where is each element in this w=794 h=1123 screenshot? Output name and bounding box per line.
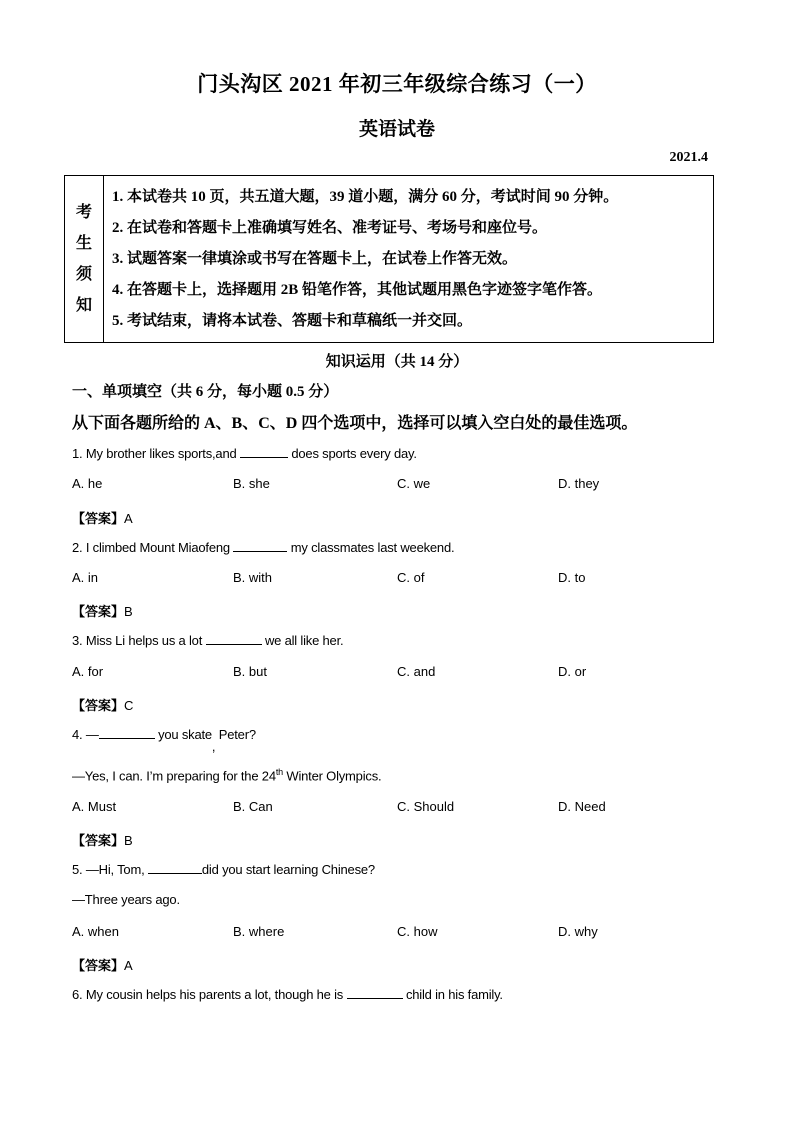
question-stem (72, 726, 256, 754)
notice-label-char: 知 (75, 297, 92, 314)
option-c: C. how (397, 924, 438, 939)
option-c: C. we (397, 476, 431, 491)
option-c: C. and (397, 664, 436, 679)
option-a: A. in (72, 570, 99, 585)
notice-label (65, 176, 104, 343)
question-stem (72, 539, 454, 555)
answer-tag: 【答案】 (72, 699, 125, 714)
stem-text: did you start learning Chinese? (201, 862, 375, 877)
answer-value: B (124, 604, 133, 619)
stem-text: 6. My cousin helps his parents a lot, though he is (72, 987, 347, 1002)
stem-text: 2. I climbed Mount Miaofeng (72, 540, 234, 555)
stem-text: we all like her. (261, 633, 344, 648)
question-stem (72, 632, 343, 648)
question-stem (72, 861, 375, 877)
answer-value: B (124, 833, 133, 848)
answer-value: A (124, 958, 133, 973)
option-b: B. where (233, 924, 285, 939)
answer-line (72, 601, 133, 620)
answer-blank (240, 445, 288, 458)
stem-text: 1. My brother likes sports,and (72, 446, 240, 461)
option-d: D. or (558, 664, 587, 679)
option-a: A. Must (72, 799, 117, 814)
exam-date: 2021.4 (669, 150, 708, 165)
notice-items (104, 176, 714, 343)
answer-blank (148, 861, 202, 874)
question-stem (72, 445, 417, 461)
notice-item: 3. 试题答案一律填涂或书写在答题卡上，在试卷上作答无效。 (112, 250, 518, 267)
question-stem (72, 986, 503, 1002)
option-c: C. Should (397, 799, 455, 814)
option-c: C. of (397, 570, 425, 585)
stem-text: 3. Miss Li helps us a lot (72, 633, 206, 648)
option-d: D. Need (558, 799, 606, 814)
option-d: D. why (558, 924, 598, 939)
option-b: B. she (233, 476, 270, 491)
notice-item: 5. 考试结束，请将本试卷、答题卡和草稿纸一并交回。 (112, 312, 473, 329)
stem-text: 4. — (72, 727, 99, 742)
option-a: A. for (72, 664, 104, 679)
question-reply (72, 767, 381, 783)
candidate-notice-box (64, 175, 714, 343)
stem-text: 5. —Hi, Tom, (72, 862, 148, 877)
notice-item: 4. 在答题卡上，选择题用 2B 铅笔作答，其他试题用黑色字迹签字笔作答。 (112, 281, 603, 298)
answer-tag: 【答案】 (72, 605, 125, 620)
stem-text: my classmates last weekend. (287, 540, 455, 555)
option-d: D. to (558, 570, 586, 585)
part-title: 一、单项填空（共 6 分，每小题 0.5 分） (72, 384, 339, 400)
stem-text: you skate (154, 727, 212, 742)
stem-text: does sports every day. (287, 446, 417, 461)
stem-comma: , (211, 739, 216, 754)
option-b: B. Can (233, 799, 273, 814)
exam-title: 门头沟区 2021 年初三年级综合练习（一） (197, 72, 597, 96)
answer-blank (206, 632, 262, 645)
stem-text: Peter? (215, 727, 256, 742)
reply-text: —Yes, I can. I’m preparing for the 24 (72, 768, 276, 784)
answer-blank (99, 726, 155, 739)
answer-blank (233, 539, 287, 552)
section-title: 知识运用（共 14 分） (325, 354, 469, 370)
answer-line (72, 830, 133, 849)
notice-label-char: 生 (75, 235, 92, 252)
answer-tag: 【答案】 (72, 834, 125, 849)
ordinal-suffix: th (275, 767, 283, 777)
question-reply: —Three years ago. (72, 892, 180, 907)
answer-line (72, 508, 133, 527)
answer-tag: 【答案】 (72, 512, 125, 527)
stem-text: child in his family. (402, 987, 503, 1002)
notice-item: 1. 本试卷共 10 页，共五道大题，39 道小题，满分 60 分，考试时间 90 分钟。 (112, 188, 619, 205)
part-instruction: 从下面各题所给的 A、B、C、D 四个选项中，选择可以填入空白处的最佳选项。 (72, 415, 638, 432)
notice-item: 2. 在试卷和答题卡上准确填写姓名、准考证号、考场号和座位号。 (112, 219, 548, 236)
answer-line (72, 955, 133, 974)
answer-tag: 【答案】 (72, 959, 125, 974)
answer-value: C (124, 698, 134, 713)
option-b: B. with (233, 570, 273, 585)
answer-line (72, 695, 133, 714)
option-a: A. he (72, 476, 103, 491)
reply-text: Winter Olympics. (282, 768, 382, 784)
option-d: D. they (558, 476, 600, 491)
answer-blank (347, 986, 403, 999)
answer-value: A (124, 511, 133, 526)
option-a: A. when (72, 924, 119, 939)
notice-label-char: 考 (75, 204, 92, 221)
notice-label-char: 须 (75, 266, 92, 283)
exam-subtitle: 英语试卷 (358, 119, 435, 140)
option-b: B. but (233, 664, 267, 679)
